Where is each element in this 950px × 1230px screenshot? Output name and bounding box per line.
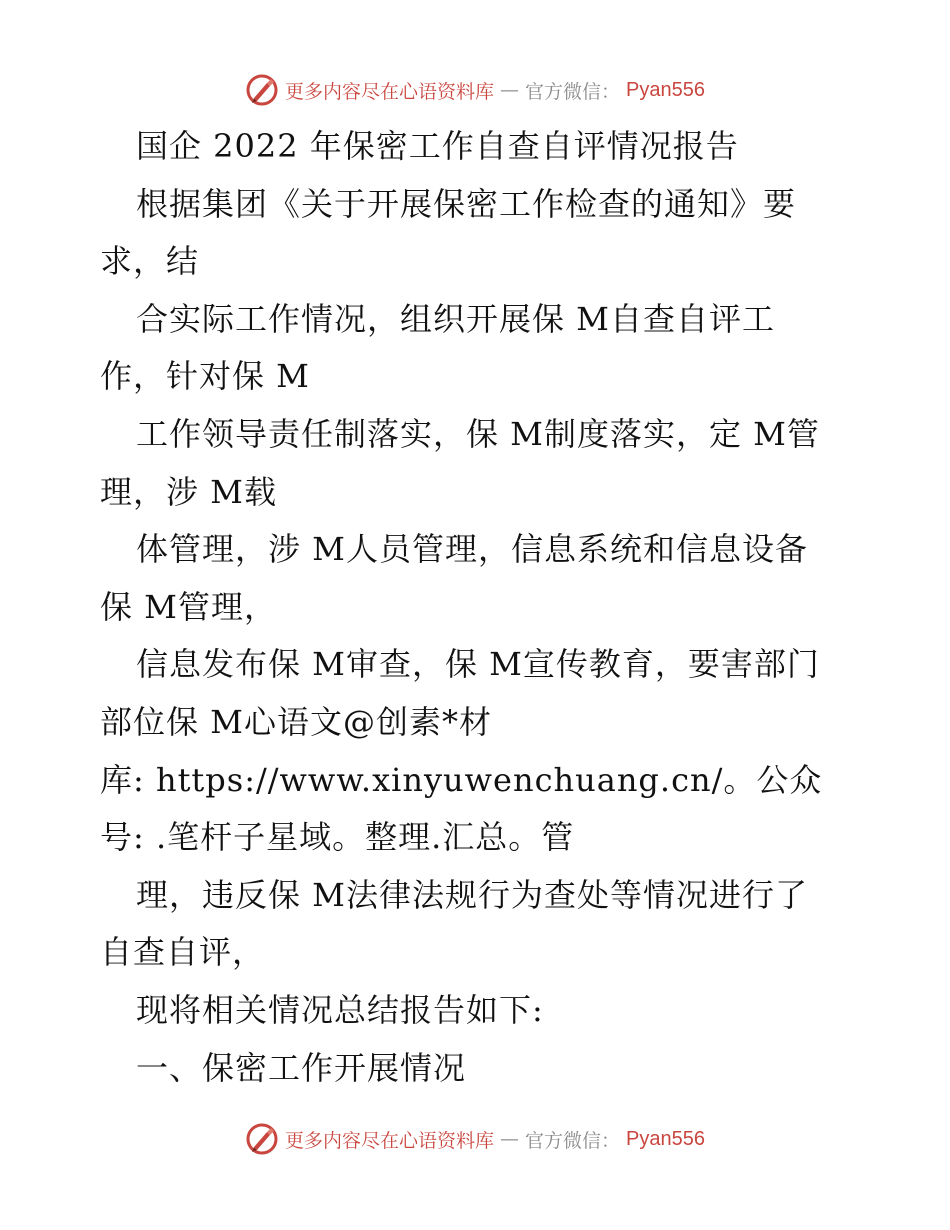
section-heading: 一、保密工作开展情况 (136, 1048, 467, 1087)
pen-logo-icon (245, 73, 279, 107)
paragraph-line: 号: .笔杆子星域。整理.汇总。管 (100, 818, 575, 857)
paragraph-line: 保 M管理， (100, 587, 277, 626)
paragraph-line: 部位保 M心语文@创素*材 (100, 702, 492, 741)
paragraph-line: 体管理，涉 M人员管理，信息系统和信息设备 (136, 530, 808, 569)
banner-wechat-id: Pyan556 (626, 78, 705, 101)
paragraph-line: 理，涉 M载 (100, 472, 277, 511)
paragraph-line: 根据集团《关于开展保密工作检查的通知》要 (136, 184, 797, 223)
paragraph-line: 合实际工作情况，组织开展保 M自查自评工 (136, 299, 775, 338)
paragraph-line: 信息发布保 M审查，保 M宣传教育，要害部门 (136, 645, 820, 684)
paragraph-line: 工作领导责任制落实，保 M制度落实，定 M管 (136, 414, 820, 453)
banner-separator: — (500, 1128, 520, 1150)
document-title: 国企 2022 年保密工作自查自评情况报告 (136, 127, 739, 165)
banner-wechat-label: 官方微信： (525, 1129, 621, 1152)
paragraph-line: 理，违反保 M法律法规行为查处等情况进行了 (136, 875, 808, 914)
paragraph-line: 求，结 (100, 242, 200, 281)
header-banner[interactable] (0, 70, 950, 110)
pen-logo-icon (245, 1122, 279, 1156)
document-body (100, 118, 835, 1097)
banner-separator: — (500, 79, 520, 101)
paragraph-line: 作，针对保 M (100, 357, 310, 396)
paragraph-line: 自查自评， (100, 933, 266, 972)
banner-wechat-id: Pyan556 (626, 1127, 705, 1150)
banner-main-text: 更多内容尽在心语资料库 (285, 1129, 495, 1152)
footer-banner[interactable] (0, 1119, 950, 1159)
paragraph-line-url: 库: https://www.xinyuwenchuang.cn/。公众 (100, 760, 823, 799)
paragraph-line: 现将相关情况总结报告如下: (136, 990, 544, 1029)
banner-wechat-label: 官方微信： (525, 80, 621, 103)
banner-main-text: 更多内容尽在心语资料库 (285, 80, 495, 103)
